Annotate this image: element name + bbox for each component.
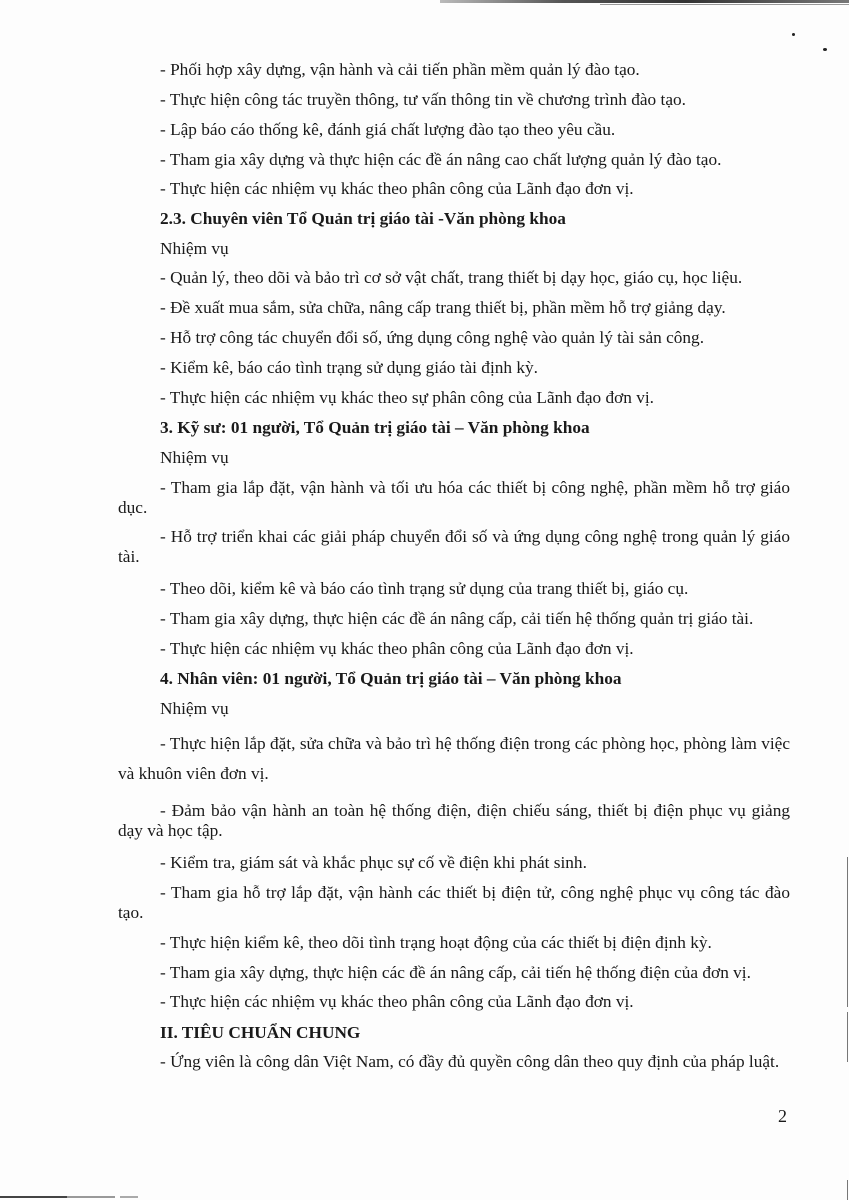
- list-item: - Theo dõi, kiểm kê và báo cáo tình trạng sử dụng của trang thiết bị, giáo cụ.: [160, 579, 689, 598]
- scan-edge-top-thin: [600, 4, 849, 5]
- subheading: Nhiệm vụ: [160, 448, 229, 467]
- list-item: - Kiểm tra, giám sát và khắc phục sự cố về điện khi phát sinh.: [160, 853, 587, 872]
- scan-edge-right: [847, 1180, 848, 1200]
- scan-edge-top: [440, 0, 849, 3]
- scan-edge-right: [847, 857, 848, 1007]
- list-item-text: - Hỗ trợ triển khai các giải pháp chuyển đổi số và ứng dụng công nghệ trong quản lý giáo tài.: [118, 527, 790, 566]
- scan-edge-bottom: [67, 1196, 115, 1198]
- list-item: - Tham gia xây dựng và thực hiện các đề án nâng cao chất lượng quản lý đào tạo.: [160, 150, 722, 169]
- scan-edge-bottom: [0, 1196, 67, 1198]
- section-heading: 3. Kỹ sư: 01 người, Tổ Quản trị giáo tài – Văn phòng khoa: [160, 418, 590, 437]
- list-item: - Ứng viên là công dân Việt Nam, có đầy đủ quyền công dân theo quy định của pháp luật.: [160, 1052, 780, 1071]
- list-item: - Kiểm kê, báo cáo tình trạng sử dụng giáo tài định kỳ.: [160, 358, 538, 377]
- list-item-text: - Thực hiện lắp đặt, sửa chữa và bảo trì hệ thống điện trong các phòng học, phòng làm việc và khuôn viên đơn vị.: [118, 734, 790, 783]
- page-number: 2: [778, 1106, 787, 1126]
- list-item: - Thực hiện các nhiệm vụ khác theo sự phân công của Lãnh đạo đơn vị.: [160, 388, 654, 407]
- list-item: - Thực hiện các nhiệm vụ khác theo phân công của Lãnh đạo đơn vị.: [160, 639, 634, 658]
- list-item: [118, 527, 790, 567]
- scan-edge-bottom: [120, 1196, 138, 1198]
- list-item: - Thực hiện kiểm kê, theo dõi tình trạng hoạt động của các thiết bị điện định kỳ.: [160, 933, 712, 952]
- section-heading: II. TIÊU CHUẨN CHUNG: [160, 1023, 361, 1042]
- list-item: - Thực hiện công tác truyền thông, tư vấn thông tin về chương trình đào tạo.: [160, 90, 686, 109]
- list-item: [118, 478, 790, 518]
- section-heading: 2.3. Chuyên viên Tổ Quản trị giáo tài -Văn phòng khoa: [160, 209, 566, 228]
- subheading: Nhiệm vụ: [160, 239, 229, 258]
- list-item-text: - Tham gia hỗ trợ lắp đặt, vận hành các thiết bị điện tử, công nghệ phục vụ công tác đào tạo.: [118, 883, 790, 922]
- list-item: [118, 883, 790, 923]
- list-item: - Quản lý, theo dõi và bảo trì cơ sở vật chất, trang thiết bị dạy học, giáo cụ, học liệu.: [160, 268, 743, 287]
- list-item: - Phối hợp xây dựng, vận hành và cải tiến phần mềm quản lý đào tạo.: [160, 60, 640, 79]
- scan-edge-right: [847, 1012, 848, 1062]
- list-item: [118, 801, 790, 841]
- scan-speck: [823, 48, 827, 51]
- list-item: - Tham gia xây dựng, thực hiện các đề án nâng cấp, cải tiến hệ thống điện của đơn vị.: [160, 963, 751, 982]
- list-item: [118, 729, 790, 789]
- list-item: - Hỗ trợ công tác chuyển đổi số, ứng dụng công nghệ vào quản lý tài sản công.: [160, 328, 705, 347]
- subheading: Nhiệm vụ: [160, 699, 229, 718]
- scan-speck: [792, 33, 795, 36]
- list-item-text: - Tham gia lắp đặt, vận hành và tối ưu hóa các thiết bị công nghệ, phần mềm hỗ trợ giáo dục.: [118, 478, 790, 517]
- section-heading: 4. Nhân viên: 01 người, Tổ Quản trị giáo tài – Văn phòng khoa: [160, 669, 622, 688]
- list-item: - Tham gia xây dựng, thực hiện các đề án nâng cấp, cải tiến hệ thống quản trị giáo tài.: [160, 609, 754, 628]
- list-item: - Thực hiện các nhiệm vụ khác theo phân công của Lãnh đạo đơn vị.: [160, 179, 634, 198]
- list-item-text: - Đảm bảo vận hành an toàn hệ thống điện, điện chiếu sáng, thiết bị điện phục vụ giảng dạy và học tập.: [118, 801, 790, 840]
- list-item: - Đề xuất mua sắm, sửa chữa, nâng cấp trang thiết bị, phần mềm hỗ trợ giảng dạy.: [160, 298, 726, 317]
- list-item: - Lập báo cáo thống kê, đánh giá chất lượng đào tạo theo yêu cầu.: [160, 120, 616, 139]
- list-item: - Thực hiện các nhiệm vụ khác theo phân công của Lãnh đạo đơn vị.: [160, 992, 634, 1011]
